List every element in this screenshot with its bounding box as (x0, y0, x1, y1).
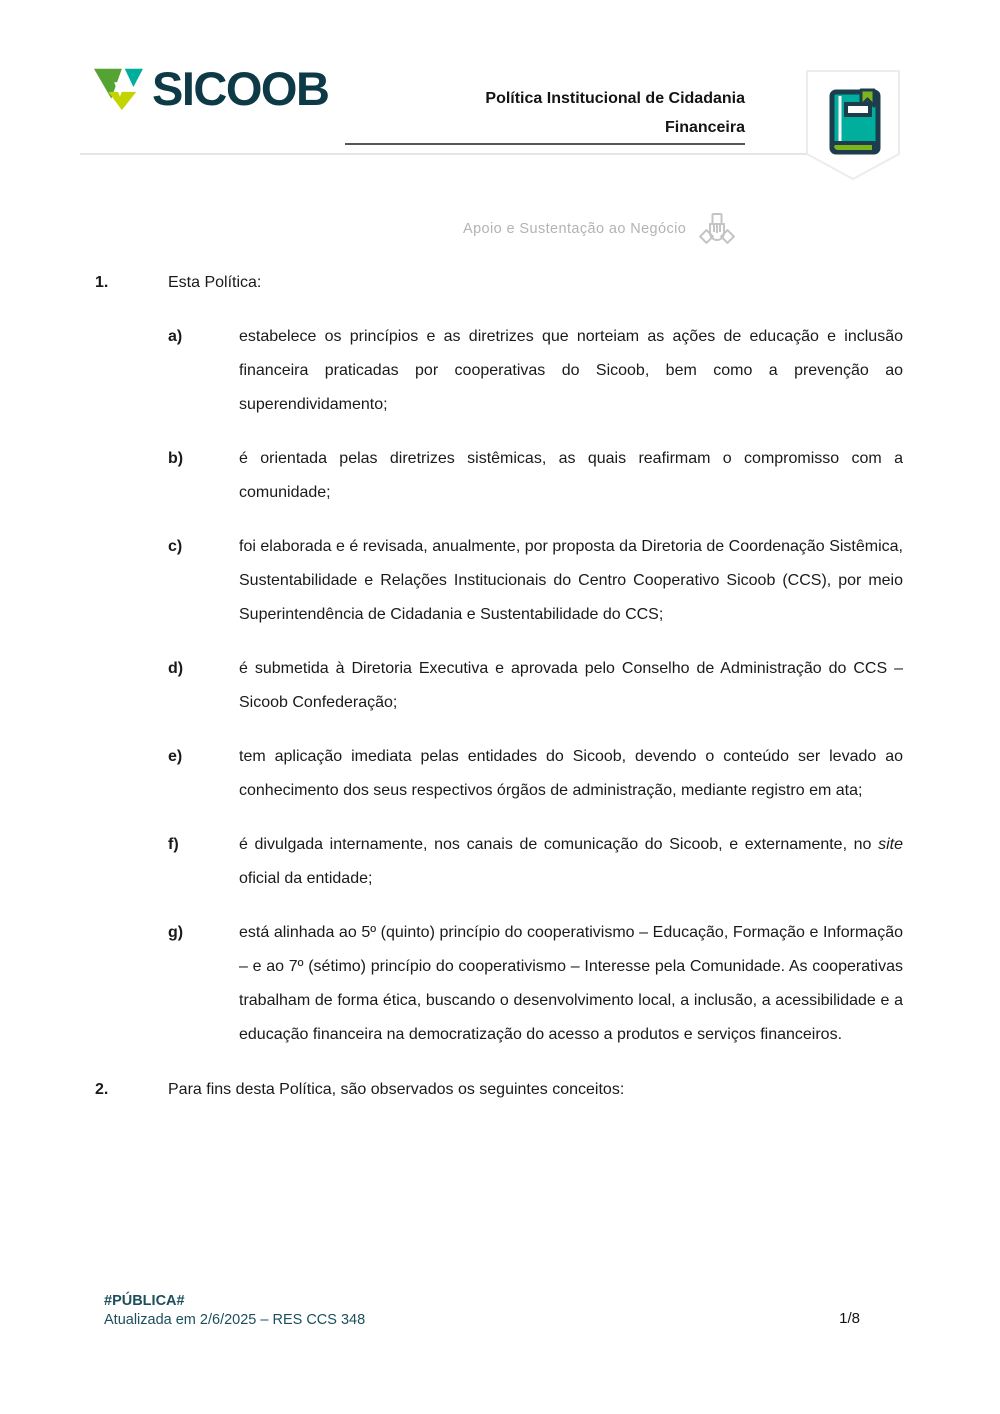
list-item-g (95, 916, 903, 1052)
document-title-line1: Política Institucional de Cidadania (485, 90, 745, 107)
list-item-d (95, 652, 903, 720)
item-letter: c) (168, 538, 183, 555)
section-heading-text: Para fins desta Política, são observados os seguintes conceitos: (168, 1081, 625, 1098)
title-underline (345, 143, 745, 145)
list-item-b (95, 442, 903, 510)
header-divider (80, 153, 807, 155)
document-title (315, 84, 745, 142)
business-area-tagline (463, 210, 736, 248)
list-item-e (95, 740, 903, 808)
item-letter: g) (168, 924, 184, 941)
section-number: 1. (95, 274, 109, 291)
list-item-c (95, 530, 903, 632)
sicoob-logo (93, 62, 328, 114)
footer-updated-text: Atualizada em 2/6/2025 – RES CCS 348 (104, 1312, 366, 1328)
classification-label: #PÚBLICA# (104, 1293, 185, 1309)
document-body (95, 266, 903, 1107)
list-item-a (95, 320, 903, 422)
book-badge (804, 68, 902, 182)
item-letter: d) (168, 660, 184, 677)
section-number: 2. (95, 1081, 109, 1098)
section-2-heading (95, 1073, 903, 1107)
page-number: 1/8 (839, 1310, 860, 1327)
italic-term: site (878, 836, 903, 853)
item-letter: b) (168, 450, 184, 467)
tagline-label: Apoio e Sustentação ao Negócio (463, 221, 687, 237)
item-letter: e) (168, 748, 183, 765)
item-text: estabelece os princípios e as diretrizes que norteiam as ações de educação e inclusão financeira praticadas por cooperativas do Sicoob, bem como a prevenção ao superendividamento; (239, 328, 903, 413)
section-heading-text: Esta Política: (168, 274, 262, 291)
hands-together-icon (698, 210, 736, 248)
item-letter: f) (168, 836, 179, 853)
item-letter: a) (168, 328, 183, 345)
section-1-heading (95, 266, 903, 300)
book-icon (832, 90, 878, 152)
item-text: é divulgada internamente, nos canais de comunicação do Sicoob, e externamente, no site oficial da entidade; (239, 836, 903, 887)
item-text: tem aplicação imediata pelas entidades do Sicoob, devendo o conteúdo ser levado ao conhecimento dos seus respectivos órgãos de administração, mediante registro em ata; (239, 748, 903, 799)
sicoob-wordmark: SICOOB (152, 61, 329, 115)
list-item-f (95, 828, 903, 896)
item-text: foi elaborada e é revisada, anualmente, por proposta da Diretoria de Coordenação Sistêmica, Sustentabilidade e Relações Institucionais do Centro Cooperativo Sicoob (CCS), por meio Superintendência de Cidadania e Sustentabilidade do CCS; (239, 538, 903, 623)
footer (104, 1292, 365, 1330)
item-text: está alinhada ao 5º (quinto) princípio do cooperativismo – Educação, Formação e Informação – e ao 7º (sétimo) princípio do cooperativismo – Interesse pela Comunidade. As cooperativas trabalham de forma ética, buscando o desenvolvimento local, a inclusão, a acessibilidade e a educação financeira na democratização do acesso a produtos e serviços financeiros. (239, 924, 903, 1043)
document-title-line2: Financeira (664, 119, 745, 136)
item-text: é orientada pelas diretrizes sistêmicas, as quais reafirmam o compromisso com a comunidade; (239, 450, 903, 501)
sicoob-logo-mark-icon (93, 62, 143, 114)
item-text: é submetida à Diretoria Executiva e aprovada pelo Conselho de Administração do CCS – Sicoob Confederação; (239, 660, 903, 711)
